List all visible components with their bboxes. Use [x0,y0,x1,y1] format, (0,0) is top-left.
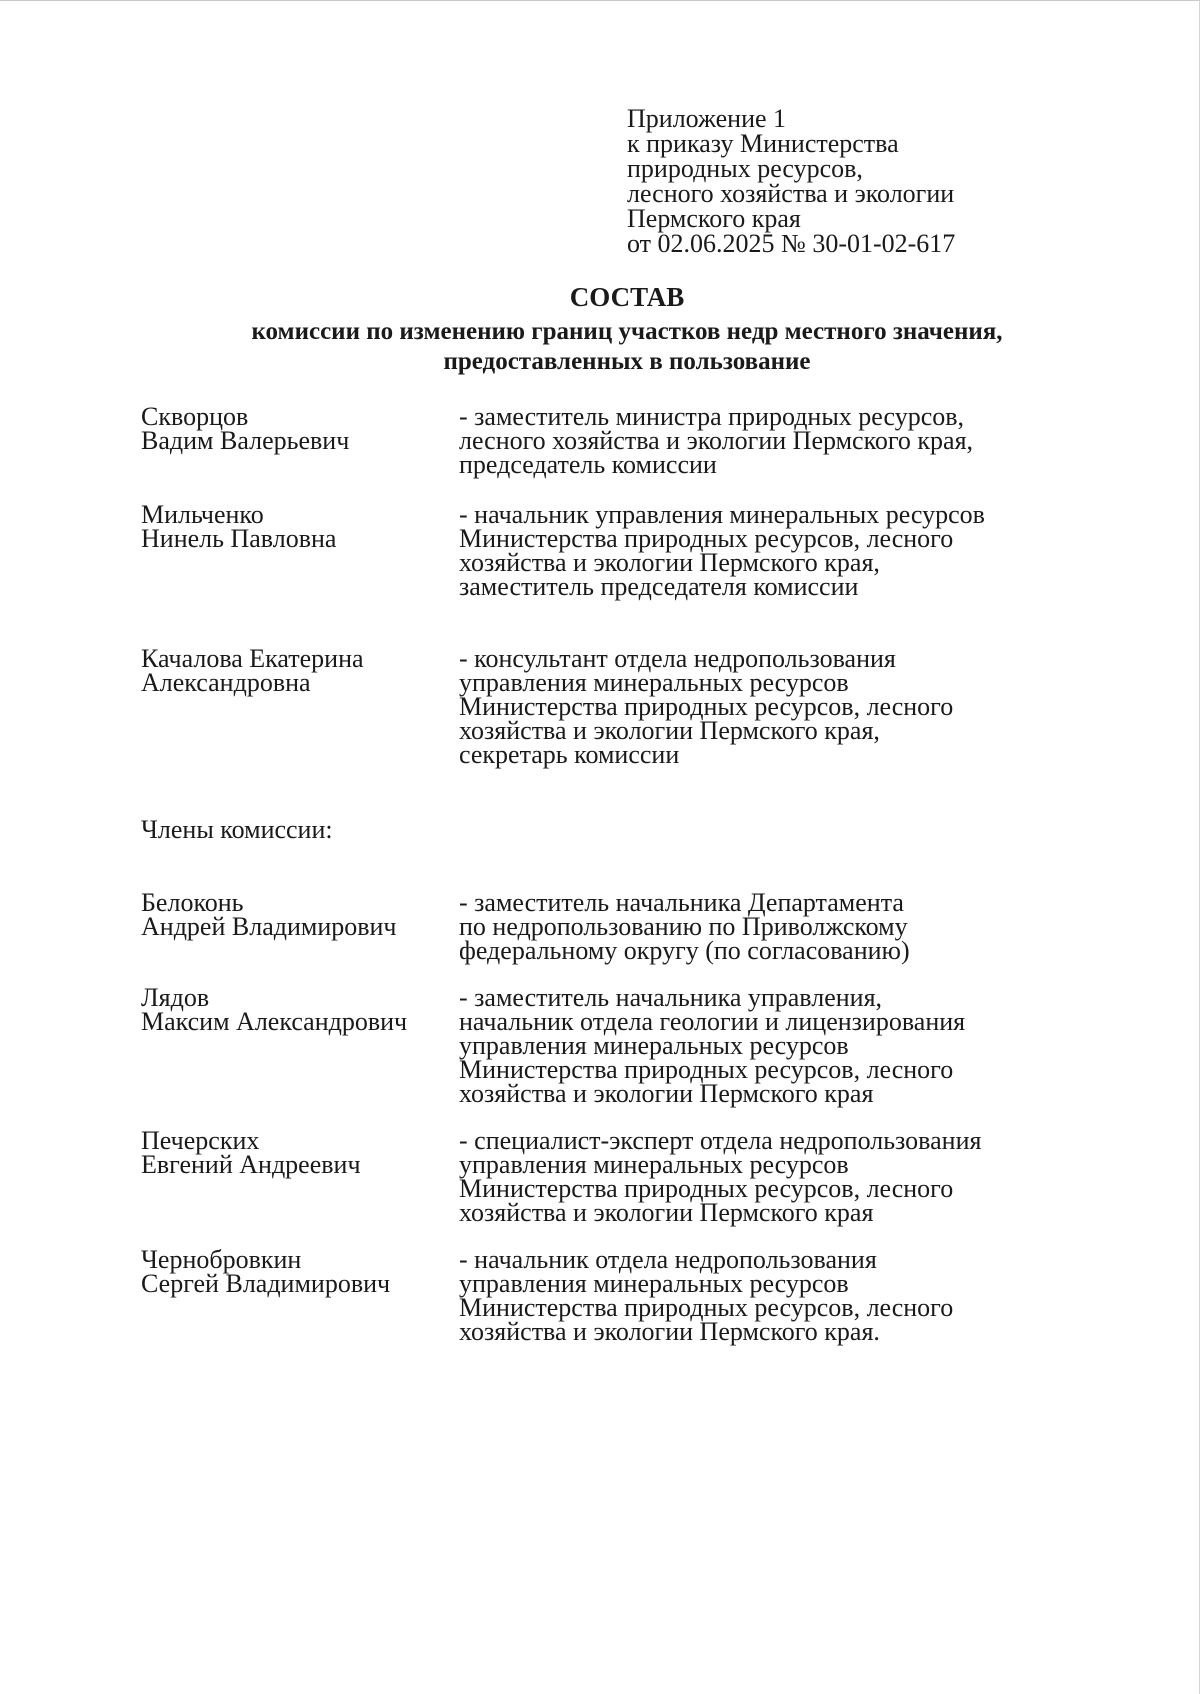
role-line: управления минеральных ресурсов [459,1269,849,1298]
role-line: Министерства природных ресурсов, лесного [459,1174,954,1203]
person-name [141,1126,361,1179]
person-role [459,983,966,1108]
appendix-line: природных ресурсов, [627,154,863,183]
role-line: хозяйства и экологии Пермского края, [459,548,880,577]
appendix-line: к приказу Министерства [627,129,899,158]
person-role [459,500,985,601]
role-line: заместитель председателя комиссии [459,572,859,601]
given-names: Сергей Владимирович [141,1269,391,1298]
given-names: Александровна [141,668,311,697]
role-line: Министерства природных ресурсов, лесного [459,1293,954,1322]
appendix-line: лесного хозяйства и экологии [627,179,955,208]
role-line: хозяйства и экологии Пермского края [459,1079,874,1108]
role-line: - начальник отдела недропользования [459,1245,877,1274]
person-name [141,888,397,941]
subtitle-line: предоставленных в пользование [443,348,811,375]
role-line: федеральному округу (по согласованию) [459,936,910,965]
role-line: управления минеральных ресурсов [459,668,849,697]
surname: Качалова Екатерина [141,644,364,673]
role-line: - консультант отдела недропользования [459,644,896,673]
role-line: управления минеральных ресурсов [459,1150,849,1179]
role-line: секретарь комиссии [459,740,680,769]
person-name [141,983,408,1036]
appendix-line: Пермского края [627,204,801,233]
surname: Лядов [141,983,210,1012]
members-label: Члены комиссии: [141,815,333,844]
role-line: - заместитель начальника Департамента [459,888,904,917]
given-names: Максим Александрович [141,1007,408,1036]
role-line: хозяйства и экологии Пермского края [459,1198,874,1227]
role-line: - заместитель министра природных ресурсов, [459,402,965,431]
surname: Мильченко [141,500,264,529]
role-line: хозяйства и экологии Пермского края. [459,1317,880,1346]
role-line: Министерства природных ресурсов, лесного [459,692,954,721]
person-role [459,1245,954,1346]
role-line: Министерства природных ресурсов, лесного [459,524,954,553]
role-line: управления минеральных ресурсов [459,1031,849,1060]
role-line: лесного хозяйства и экологии Пермского края, [459,426,974,455]
given-names: Нинель Павловна [141,524,337,553]
person-role [459,1126,982,1227]
person-name [141,1245,391,1298]
person-role [459,888,910,965]
surname: Печерских [141,1126,260,1155]
person-role [459,402,974,479]
appendix-line: от 02.06.2025 № 30-01-02-617 [627,229,956,258]
appendix-note [627,106,955,256]
role-line: Министерства природных ресурсов, лесного [459,1055,954,1084]
role-line: председатель комиссии [459,450,717,479]
given-names: Вадим Валерьевич [141,426,350,455]
person-name [141,500,337,553]
given-names: Андрей Владимирович [141,912,397,941]
surname: Белоконь [141,888,244,917]
role-line: по недропользованию по Приволжскому [459,912,908,941]
person-name [141,644,364,697]
role-line: хозяйства и экологии Пермского края, [459,716,880,745]
given-names: Евгений Андреевич [141,1150,361,1179]
subtitle-line: комиссии по изменению границ участков недр местного значения, [251,318,1003,345]
role-line: - специалист-эксперт отдела недропользования [459,1126,982,1155]
role-line: - заместитель начальника управления, [459,983,883,1012]
surname: Скворцов [141,402,249,431]
surname: Чернобровкин [141,1245,302,1274]
document-subtitle [0,317,1200,377]
appendix-line: Приложение 1 [627,104,787,133]
person-name [141,402,350,455]
role-line: начальник отдела геологии и лицензирования [459,1007,966,1036]
person-role [459,644,954,769]
role-line: - начальник управления минеральных ресурсов [459,500,985,529]
document-title: СОСТАВ [569,282,685,312]
